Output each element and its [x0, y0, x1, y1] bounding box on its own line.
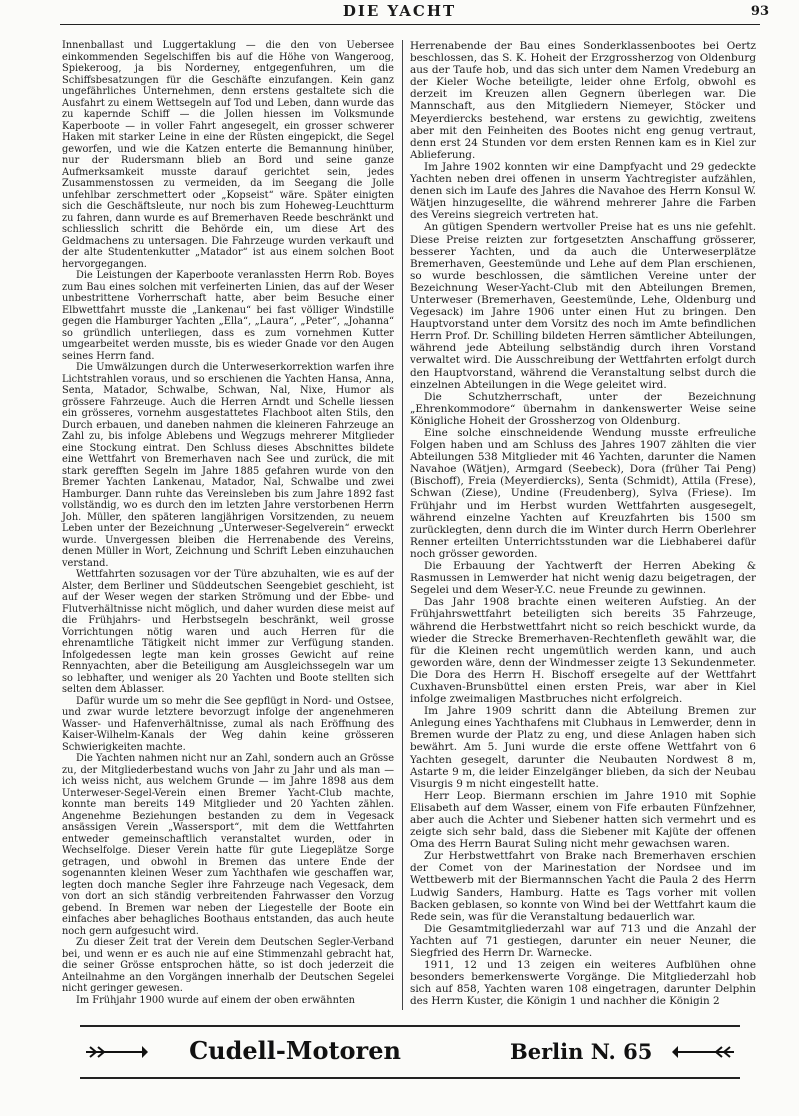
paragraph: Die Schutzherrschaft, unter der Bezeichnung „Ehrenkommodore“ übernahm in dankenswerter Weise seine Königliche Hoheit der Grossherzog von Oldenburg. [410, 390, 756, 427]
ad-rule-bottom [80, 1077, 740, 1079]
paragraph: Die Umwälzungen durch die Unterweserkorrektion warfen ihre Lichtstrahlen voraus, und so erschienen die Yachten Hansa, Anna, Senta, Matador, Schwalbe, Schwan, Nal, Nixe, Humor als grössere Fahrzeuge. Auch die Herren Arndt und Schelle liessen ein grösseres, vornehm ausgestattetes Flachboot alten Stils, den Durch erbauen, und daneben nahmen die kleineren Fahrzeuge an Zahl zu, bis infolge Ablebens und Wegzugs mehrerer Mitglieder eine Stockung eintrat. Den Schluss dieses Abschnittes bildete eine Wettfahrt von Bremerhaven nach See und zurück, die mit stark gerefften Segeln im Jahre 1885 gefahren wurde von den Bremer Yachten Lankenau, Matador, Nal, Schwalbe und zwei Hamburger. Dann ruhte das Vereinsleben bis zum Jahre 1892 fast vollständig, wo es durch den im letzten Jahre verstorbenen Herrn Joh. Müller, den späteren langjährigen Vorsitzenden, zu neuem Leben unter der Bezeichnung „Unterweser-Segelverein“ erweckt wurde. Unvergessen bleiben die Herrenabende des Vereins, denen Müller in Wort, Zeichnung und Schrift Leben einzuhauchen verstand. [62, 362, 394, 569]
paragraph: Im Jahre 1909 schritt dann die Abteilung Bremen zur Anlegung eines Yachthafens mit Clubhaus in Lemwerder, denn in Bremen wurde der Platz zu eng, und diese Anlagen haben sich bewährt. Am 5. Juni wurde die erste offene Wettfahrt von 6 Yachten gesegelt, darunter die Neubauten Nordwest 8 m, Astarte 9 m, die leider Einzelgänger blieben, da sich der Neubau Visurgis 9 m nicht eingestellt hatte. [410, 705, 756, 790]
running-title: DIE YACHT [342, 2, 457, 20]
paragraph: Das Jahr 1908 brachte einen weiteren Aufstieg. An der Frühjahrswettfahrt beteiligten sich bereits 35 Fahrzeuge, während die Herbstwettfahrt nicht so reich beschickt wurde, da wieder die Strecke Bremerhaven-Rechtenfleth gewählt war, die für die Kleinen recht ungemütlich werden kann, und auch geworden wäre, denn der Windmesser zeigte 13 Sekundenmeter. Die Dora des Herrn H. Bischoff ersegelte auf der Wettfahrt Cuxhaven-Brunsbüttel einen ersten Preis, war aber in Kiel infolge zweimaligen Mastbruches nicht erfolgreich. [410, 596, 756, 706]
paragraph: Herrenabende der Bau eines Sonderklassenbootes bei Oertz beschlossen, das S. K. Hoheit der Erzgrossherzog von Oldenburg aus der Taufe hob, und das sich unter dem Namen Vredeburg an der Kieler Woche beteiligte, leider ohne Erfolg, obwohl es derzeit im Kreuzen allen Gegnern überlegen war. Die Mannschaft, aus den Mitgliedern Niemeyer, Stöcker und Meyerdiercks bestehend, war erstens zu gewichtig, zweitens aber mit den Feinheiten des Bootes nicht eng genug vertraut, denn erst 24 Stunden vor dem ersten Rennen kam es in Kiel zur Ablieferung. [410, 40, 756, 161]
paragraph: Eine solche einschneidende Wendung musste erfreuliche Folgen haben und am Schluss des Jahres 1907 zählten die vier Abteilungen 538 Mitglieder mit 46 Yachten, darunter die Namen Navahoe (Wätjen), Armgard (Seebeck), Dora (früher Tai Peng) (Bischoff), Freia (Meyerdiercks), Senta (Schmidt), Attila (Frese), Schwan (Ziese), Undine (Freudenberg), Sylva (Friese). Im Frühjahr und im Herbst wurden Wettfahrten ausgesegelt, während einzelne Yachten auf Kreuzfahrten bis 1500 sm zurücklegten, denn durch die im Winter durch Herrn Oberlehrer Renner erteilten Unterrichtsstunden war die Liebhaberei dafür noch grösser geworden. [410, 427, 756, 560]
arrow-decoration-right-icon [672, 1043, 736, 1061]
paragraph: Die Yachten nahmen nicht nur an Zahl, sondern auch an Grösse zu, der Mitgliederbestand wuchs von Jahr zu Jahr und als man — ich weiss nicht, aus welchem Grunde — im Jahre 1898 aus dem Unterweser-Segel-Verein einen Bremer Yacht-Club machte, konnte man bereits 149 Mitglieder und 20 Yachten zählen. Angenehme Beziehungen bestanden zu dem in Vegesack ansässigen Verein „Wassersport“, mit dem die Wettfahrten entweder gemeinschaftlich veranstaltet wurden, oder in Wechselfolge. Dieser Verein hatte für gute Liegeplätze Sorge getragen, und obwohl in Bremen das untere Ende der sogenannten kleinen Weser zum Yachthafen wie geschaffen war, legten doch manche Segler ihre Fahrzeuge nach Vegesack, dem von dort an sich ständig verbreitenden Fahrwasser den Vorzug gebend. In Bremen war neben der Liegestelle der Boote ein einfaches aber behagliches Boothaus entstanden, das auch heute noch gern aufgesucht wird. [62, 753, 394, 937]
column-divider [402, 40, 403, 1010]
page-header [0, 2, 799, 22]
header-rule [60, 24, 760, 25]
paragraph: An gütigen Spendern wertvoller Preise hat es uns nie gefehlt. Diese Preise reizten zur fortgesetzten Anschaffung grösserer, besserer Yachten, und da auch die Unterweserplätze Bremerhaven, Geestemünde und Lehe auf dem Plan erschienen, so wurde beschlossen, die sämtlichen Vereine unter der Bezeichnung Weser-Yacht-Club mit den Abteilungen Bremen, Unterweser (Bremerhaven, Geestemünde, Lehe, Oldenburg und Vegesack) im Jahre 1906 unter einen Hut zu bringen. Den Hauptvorstand unter dem Vorsitz des noch im Amte befindlichen Herrn Prof. Dr. Schilling bildeten Herren sämtlicher Abteilungen, während jede Abteilung selbständig durch ihren Vorstand verwaltet wird. Die Ausschreibung der Wettfahrten erfolgt durch den Hauptvorstand, während die Veranstaltung selbst durch die einzelnen Abteilungen in die Wege geleitet wird. [410, 221, 756, 391]
paragraph: Zu dieser Zeit trat der Verein dem Deutschen Segler-Verband bei, und wenn er es auch nie auf eine Stimmenzahl gebracht hat, die seiner Grösse entsprochen hätte, so ist doch jederzeit die Anteilnahme an den Vorgängen innerhalb der Deutschen Segelei nicht geringer gewesen. [62, 937, 394, 994]
paragraph: 1911, 12 und 13 zeigen ein weiteres Aufblühen ohne besonders bemerkenswerte Vorgänge. Die Mitgliederzahl hob sich auf 858, Yachten waren 108 eingetragen, darunter Delphin des Herrn Kuster, die Königin 1 und nachher die Königin 2 [410, 959, 756, 1008]
paragraph: Zur Herbstwettfahrt von Brake nach Bremerhaven erschien der Comet von der Marinestation der Nordsee und im Wettbewerb mit der Biermannschen Yacht die Paula 2 des Herrn Ludwig Sanders, Hamburg. Hatte es Tags vorher mit vollen Backen geblasen, so konnte von Wind bei der Wettfahrt kaum die Rede sein, was für die Veranstaltung bedauerlich war. [410, 850, 756, 923]
paragraph: Im Jahre 1902 konnten wir eine Dampfyacht und 29 gedeckte Yachten neben drei offenen in unserm Yachtregister aufzählen, denen sich im Laufe des Jahres die Navahoe des Herrn Konsul W. Wätjen hinzugesellte, die während mehrerer Jahre die Farben des Vereins siegreich vertreten hat. [410, 160, 756, 222]
ad-city-address: Berlin N. 65 [510, 1039, 653, 1064]
paragraph: Herr Leop. Biermann erschien im Jahre 1910 mit Sophie Elisabeth auf dem Wasser, einem von Fife erbauten Fünfzehner, aber auch die Achter und Siebener hatten sich vermehrt und es zeigte sich sehr bald, dass die Siebener mit Kajüte der offenen Oma des Herrn Baurat Suling nicht mehr gewachsen waren. [410, 789, 756, 851]
paragraph: Wettfahrten sozusagen vor der Türe abzuhalten, wie es auf der Alster, dem Berliner und Süddeutschen Seengebiet geschieht, ist auf der Weser wegen der starken Strömung und der Ebbe- und Flutverhältnisse nicht möglich, und daher wurden diese meist auf die Frühjahrs- und Herbstsegeln beschränkt, weil grosse Vorrichtungen nötig waren und auch Herren für die ehrenamtliche Tätigkeit nicht immer zur Verfügung standen. Infolgedessen legte man kein grosses Gewicht auf reine Rennyachten, aber die Beteiligung am Ausgleichssegeln war um so lebhafter, und weniger als 20 Yachten und Boote stellten sich selten dem Ablasser. [62, 569, 394, 695]
ad-rule-top [80, 1025, 740, 1027]
ad-brand-name: Cudell-Motoren [189, 1036, 401, 1065]
arrow-decoration-left-icon [84, 1043, 148, 1061]
left-column [62, 40, 394, 1006]
advertisement-banner [80, 1025, 740, 1081]
paragraph: Die Erbauung der Yachtwerft der Herren Abeking & Rasmussen in Lemwerder hat nicht wenig dazu beigetragen, der Segelei und dem Weser-Y.C. neue Freunde zu gewinnen. [410, 560, 756, 597]
paragraph: Die Leistungen der Kaperboote veranlassten Herrn Rob. Boyes zum Bau eines solchen mit verfeinerten Linien, das auf der Weser unbestrittene Vorherrschaft hatte, aber beim Besuche einer Elbwettfahrt musste die „Lankenau“ bei fast völliger Windstille gegen die Hamburger Yachten „Ella“, „Laura“, „Peter“, „Johanna“ so gründlich unterliegen, dass es zum vornehmen Kutter umgearbeitet werden musste, bis es wieder Gnade vor den Augen seines Herrn fand. [62, 270, 394, 362]
paragraph: Innenballast und Luggertaklung — die den von Uebersee einkommenden Segelschiffen bis auf die Höhe von Wangeroog, Spiekeroog, ja bis Norderney, entgegenfuhren, um die Schiffsbesatzungen für die Geschäfte einzufangen. Kein ganz ungefährliches Unternehmen, denn erstens gestaltete sich die Ausfahrt zu einem Wettsegeln auf Tod und Leben, dann wurde das zu kapernde Schiff — die Jollen hiessen im Volksmunde Kaperboote — in voller Fahrt angesegelt, ein grosser schwerer Haken mit starker Leine in eine der Rüsten eingepickt, die Segel geworfen, und wie die Katzen enterte die Bemannung hinüber, nur der Rudersmann blieb an Bord und seine ganze Aufmerksamkeit musste darauf gerichtet sein, jedes Zusammenstossen zu vermeiden, da im Seegang die Jolle unfehlbar zerschmettert oder „Kopseist“ wäre. Später einigten sich die Geschäftsleute, nur noch bis zum Hoheweg-Leuchtturm zu fahren, dann wurde es auf Bremerhaven Reede beschränkt und schliesslich schritt die Behörde ein, um diese Art des Geldmachens zu untersagen. Die Fahrzeuge wurden verkauft und der alte Studentenkutter „Matador“ ist aus einem solchen Boot hervorgegangen. [62, 40, 394, 270]
paragraph: Die Gesamtmitgliederzahl war auf 713 und die Anzahl der Yachten auf 71 gestiegen, darunter ein neuer Neuner, die Siegfried des Herrn Dr. Warnecke. [410, 922, 756, 960]
page-number: 93 [750, 4, 769, 19]
paragraph: Im Frühjahr 1900 wurde auf einem der oben erwähnten [76, 994, 355, 1006]
paragraph: Dafür wurde um so mehr die See gepflügt in Nord- und Ostsee, und zwar wurde letztere bevorzugt infolge der angenehmeren Wasser- und Hafenverhältnisse, zumal als nach Eröffnung des Kaiser-Wilhelm-Kanals der Weg dahin keine grösseren Schwierigkeiten machte. [62, 695, 394, 753]
right-column [410, 40, 756, 1008]
